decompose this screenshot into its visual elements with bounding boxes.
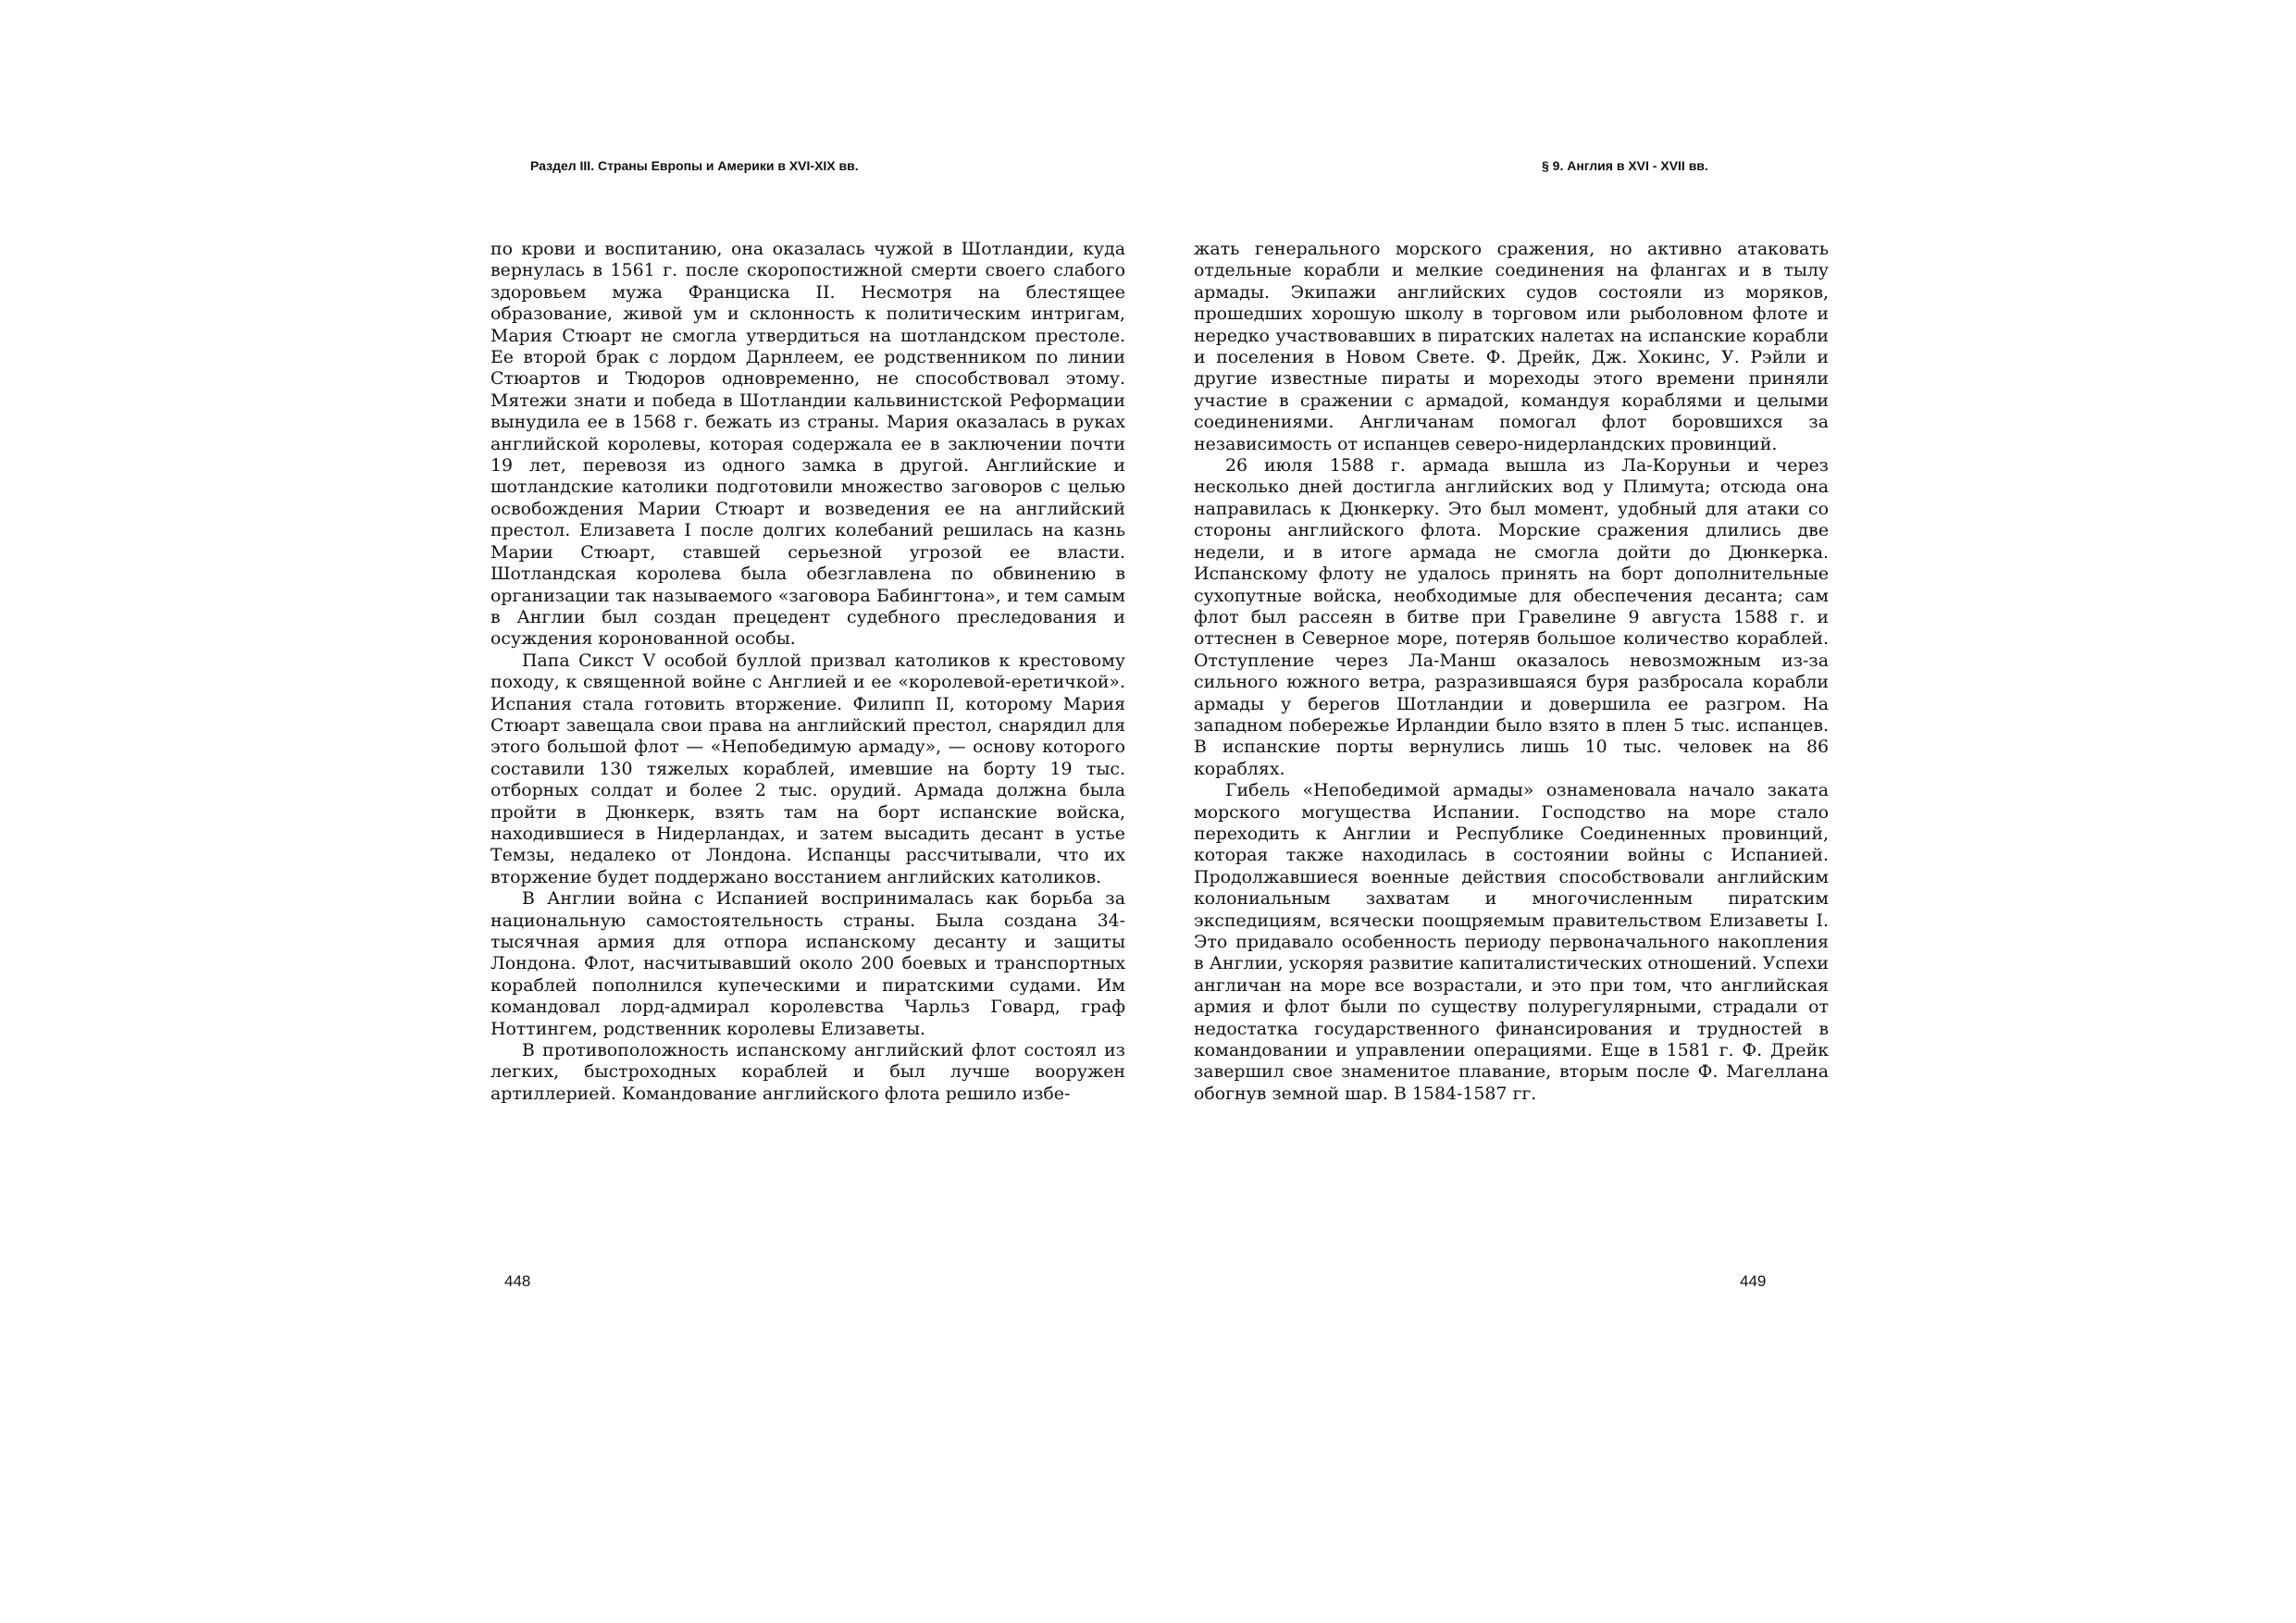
running-head-left: Раздел III. Страны Европы и Америки в XVI-XIX вв. [530,158,859,173]
paragraph: Папа Сикст V особой буллой призвал католиков к крестовому походу, к священной войне с Англией и ее «королевой-еретичкой». Испания стала готовить вторжение. Филипп II, которому Мария Стюарт завещала свои права на английский престол, снарядил для этого большой флот — «Непобедимую армаду», — основу которого составили 130 тяжелых кораблей, имевшие на борту 19 тыс. отборных солдат и более 2 тыс. орудий. Армада должна была пройти в Дюнкерк, взять там на борт испанские войска, находившиеся в Нидерландах, и затем высадить десант в устье Темзы, недалеко от Лондона. Испанцы рассчитывали, что их вторжение будет поддержано восстанием английских католиков. [490,650,1125,887]
page-number-left: 448 [504,1272,531,1290]
page-number-right: 449 [1740,1272,1767,1290]
left-page-text [490,239,1125,1105]
running-head-right: § 9. Англия в XVI - XVII вв. [1542,158,1708,173]
paragraph: жать генерального морского сражения, но активно атаковать отдельные корабли и мелкие соединения на флангах и в тылу армады. Экипажи английских судов состояли из моряков, прошедших хорошую школу в торговом или рыболовном флоте и нередко участвовавших в пиратских налетах на испанские корабли и поселения в Новом Свете. Ф. Дрейк, Дж. Хокинс, У. Рэйли и другие известные пираты и мореходы этого времени приняли участие в сражении с армадой, командуя кораблями и целыми соединениями. Англичанам помогал флот боровшихся за независимость от испанцев северо-нидерландских провинций. [1194,239,1829,454]
paragraph: 26 июля 1588 г. армада вышла из Ла-Коруньи и через несколько дней достигла английских вод у Плимута; отсюда она направилась к Дюнкерку. Это был момент, удобный для атаки со стороны английского флота. Морские сражения длились две недели, и в итоге армада не смогла дойти до Дюнкерка. Испанскому флоту не удалось принять на борт дополнительные сухопутные войска, необходимые для обеспечения десанта; сам флот был рассеян в битве при Гравелине 9 августа 1588 г. и оттеснен в Северное море, потеряв большое количество кораблей. Отступление через Ла-Манш оказалось невозможным из-за сильного южного ветра, разразившаяся буря разбросала корабли армады у берегов Шотландии и довершила ее разгром. На западном побережье Ирландии было взято в плен 5 тыс. испанцев. В испанские порты вернулись лишь 10 тыс. человек на 86 кораблях. [1194,455,1829,779]
paragraph: Гибель «Непобедимой армады» ознаменовала начало заката морского могущества Испании. Господство на море стало переходить к Англии и Республике Соединенных провинций, которая также находилась в состоянии войны с Испанией. Продолжавшиеся военные действия способствовали английским колониальным захватам и многочисленным пиратским экспедициям, всячески поощряемым правительством Елизаветы I. Это придавало особенность периоду первоначального накопления в Англии, ускоряя развитие капиталистических отношений. Успехи англичан на море все возрастали, и это при том, что английская армия и флот были по существу полурегулярными, страдали от недостатка государственного финансирования и трудностей в командовании и управлении операциями. Еще в 1581 г. Ф. Дрейк завершил свое знаменитое плавание, вторым после Ф. Магеллана обогнув земной шар. В 1584-1587 гг. [1194,780,1829,1104]
paragraph: В противоположность испанскому английский флот состоял из легких, быстроходных кораблей и был лучше вооружен артиллерией. Командование английского флота решило избе- [490,1040,1125,1104]
paragraph: по крови и воспитанию, она оказалась чужой в Шотландии, куда вернулась в 1561 г. после скоропостижной смерти своего слабого здоровьем мужа Франциска II. Несмотря на блестящее образование, живой ум и склонность к политическим интригам, Мария Стюарт не смогла утвердиться на шотландском престоле. Ее второй брак с лордом Дарнлеем, ее родственником по линии Стюартов и Тюдоров одновременно, не способствовал этому. Мятежи знати и победа в Шотландии кальвинистской Реформации вынудила ее в 1568 г. бежать из страны. Мария оказалась в руках английской королевы, которая содержала ее в заключении почти 19 лет, перевозя из одного замка в другой. Английские и шотландские католики подготовили множество заговоров с целью освобождения Марии Стюарт и возведения ее на английский престол. Елизавета I после долгих колебаний решилась на казнь Марии Стюарт, ставшей серьезной угрозой ее власти. Шотландская королева была обезглавлена по обвинению в организации так называемого «заговора Бабингтона», и тем самым в Англии был создан прецедент судебного преследования и осуждения коронованной особы. [490,239,1125,650]
paragraph: В Англии война с Испанией воспринималась как борьба за национальную самостоятельность страны. Была создана 34-тысячная армия для отпора испанскому десанту и защиты Лондона. Флот, насчитывавший около 200 боевых и транспортных кораблей пополнился купеческими и пиратскими судами. Им командовал лорд-адмирал королевства Чарльз Говард, граф Ноттингем, родственник королевы Елизаветы. [490,888,1125,1039]
right-page-text [1194,239,1829,1105]
